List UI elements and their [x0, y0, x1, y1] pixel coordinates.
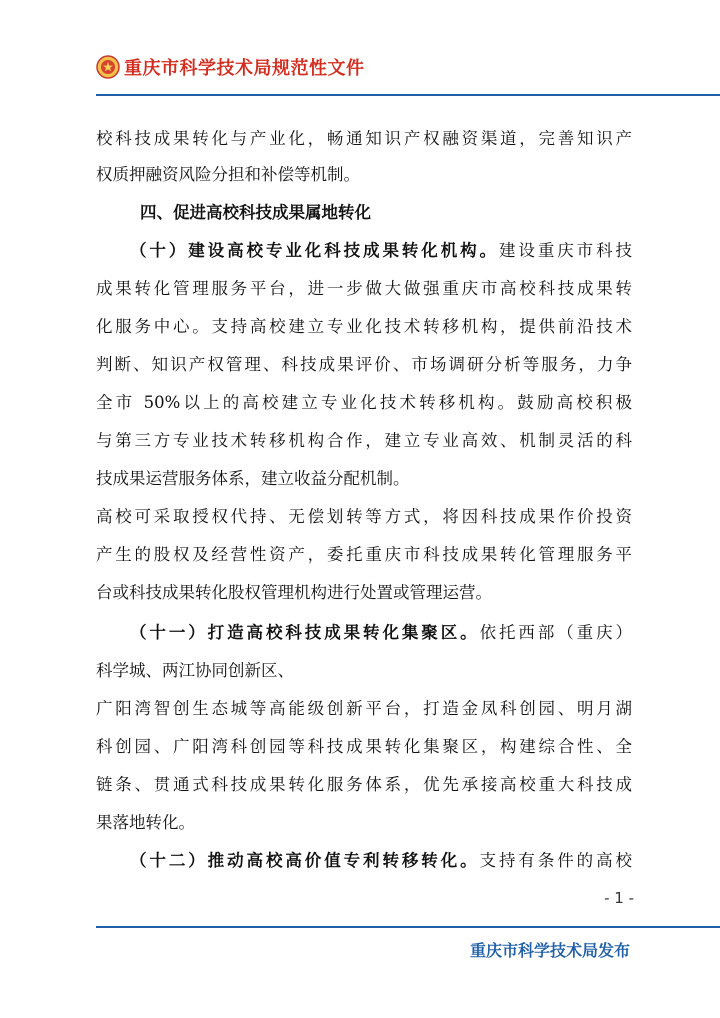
paragraph-12-title: （十二）推动高校高价值专利转移转化。 — [130, 851, 480, 870]
section-heading: 四、促进高校科技成果属地转化 — [140, 203, 371, 222]
text-span: 支持有条件的高校 — [479, 851, 633, 870]
document-header — [96, 52, 365, 82]
page-number: - 1 - — [604, 889, 634, 907]
text-line: 判断、知识产权管理、科技成果评价、市场调研分析等服务，力争 — [96, 355, 632, 374]
text-line: 技成果运营服务体系，建立收益分配机制。 — [96, 469, 410, 488]
text-line: 高校可采取授权代持、无偿划转等方式，将因科技成果作价投资 — [96, 507, 632, 526]
footer-rule — [96, 926, 720, 928]
text-line: 台或科技成果转化股权管理机构进行处置或管理运营。 — [96, 583, 492, 602]
paragraph-12-first-line — [96, 846, 632, 876]
text-line: 全市 50%以上的高校建立专业化技术转移机构。鼓励高校积极 — [96, 393, 632, 412]
footer-publisher: 重庆市科学技术局发布 — [469, 941, 630, 960]
text-line: 科学城、两江协同创新区、 — [96, 661, 294, 680]
text-span: 建设重庆市科技 — [498, 241, 633, 260]
text-line: 果落地转化。 — [96, 813, 195, 832]
paragraph-10-title: （十）建设高校专业化科技成果转化机构。 — [130, 241, 499, 260]
text-line: 科创园、广阳湾科创园等科技成果转化集聚区，构建综合性、全 — [96, 737, 632, 756]
text-line: 与第三方专业技术转移机构合作，建立专业高效、机制灵活的科 — [96, 431, 632, 450]
paragraph-11-title: （十一）打造高校科技成果转化集聚区。 — [130, 623, 480, 642]
paragraph-11-first-line — [96, 618, 632, 648]
text-line: 成果转化管理服务平台，进一步做大做强重庆市高校科技成果转 — [96, 279, 632, 298]
text-line: 化服务中心。支持高校建立专业化技术转移机构，提供前沿技术 — [96, 317, 632, 336]
text-line: 链条、贯通式科技成果转化服务体系，优先承接高校重大科技成 — [96, 775, 632, 794]
text-span: 依托西部（重庆） — [479, 623, 633, 642]
text-line: 产生的股权及经营性资产，委托重庆市科技成果转化管理服务平 — [96, 545, 632, 564]
paragraph-10-first-line — [96, 236, 632, 266]
text-line: 广阳湾智创生态城等高能级创新平台，打造金凤科创园、明月湖 — [96, 699, 632, 718]
text-line: 校科技成果转化与产业化，畅通知识产权融资渠道，完善知识产 — [96, 129, 632, 148]
header-title: 重庆市科学技术局规范性文件 — [124, 58, 365, 79]
text-line: 权质押融资风险分担和补偿等机制。 — [96, 165, 360, 184]
header-rule — [96, 94, 720, 96]
national-emblem-icon — [96, 55, 120, 79]
